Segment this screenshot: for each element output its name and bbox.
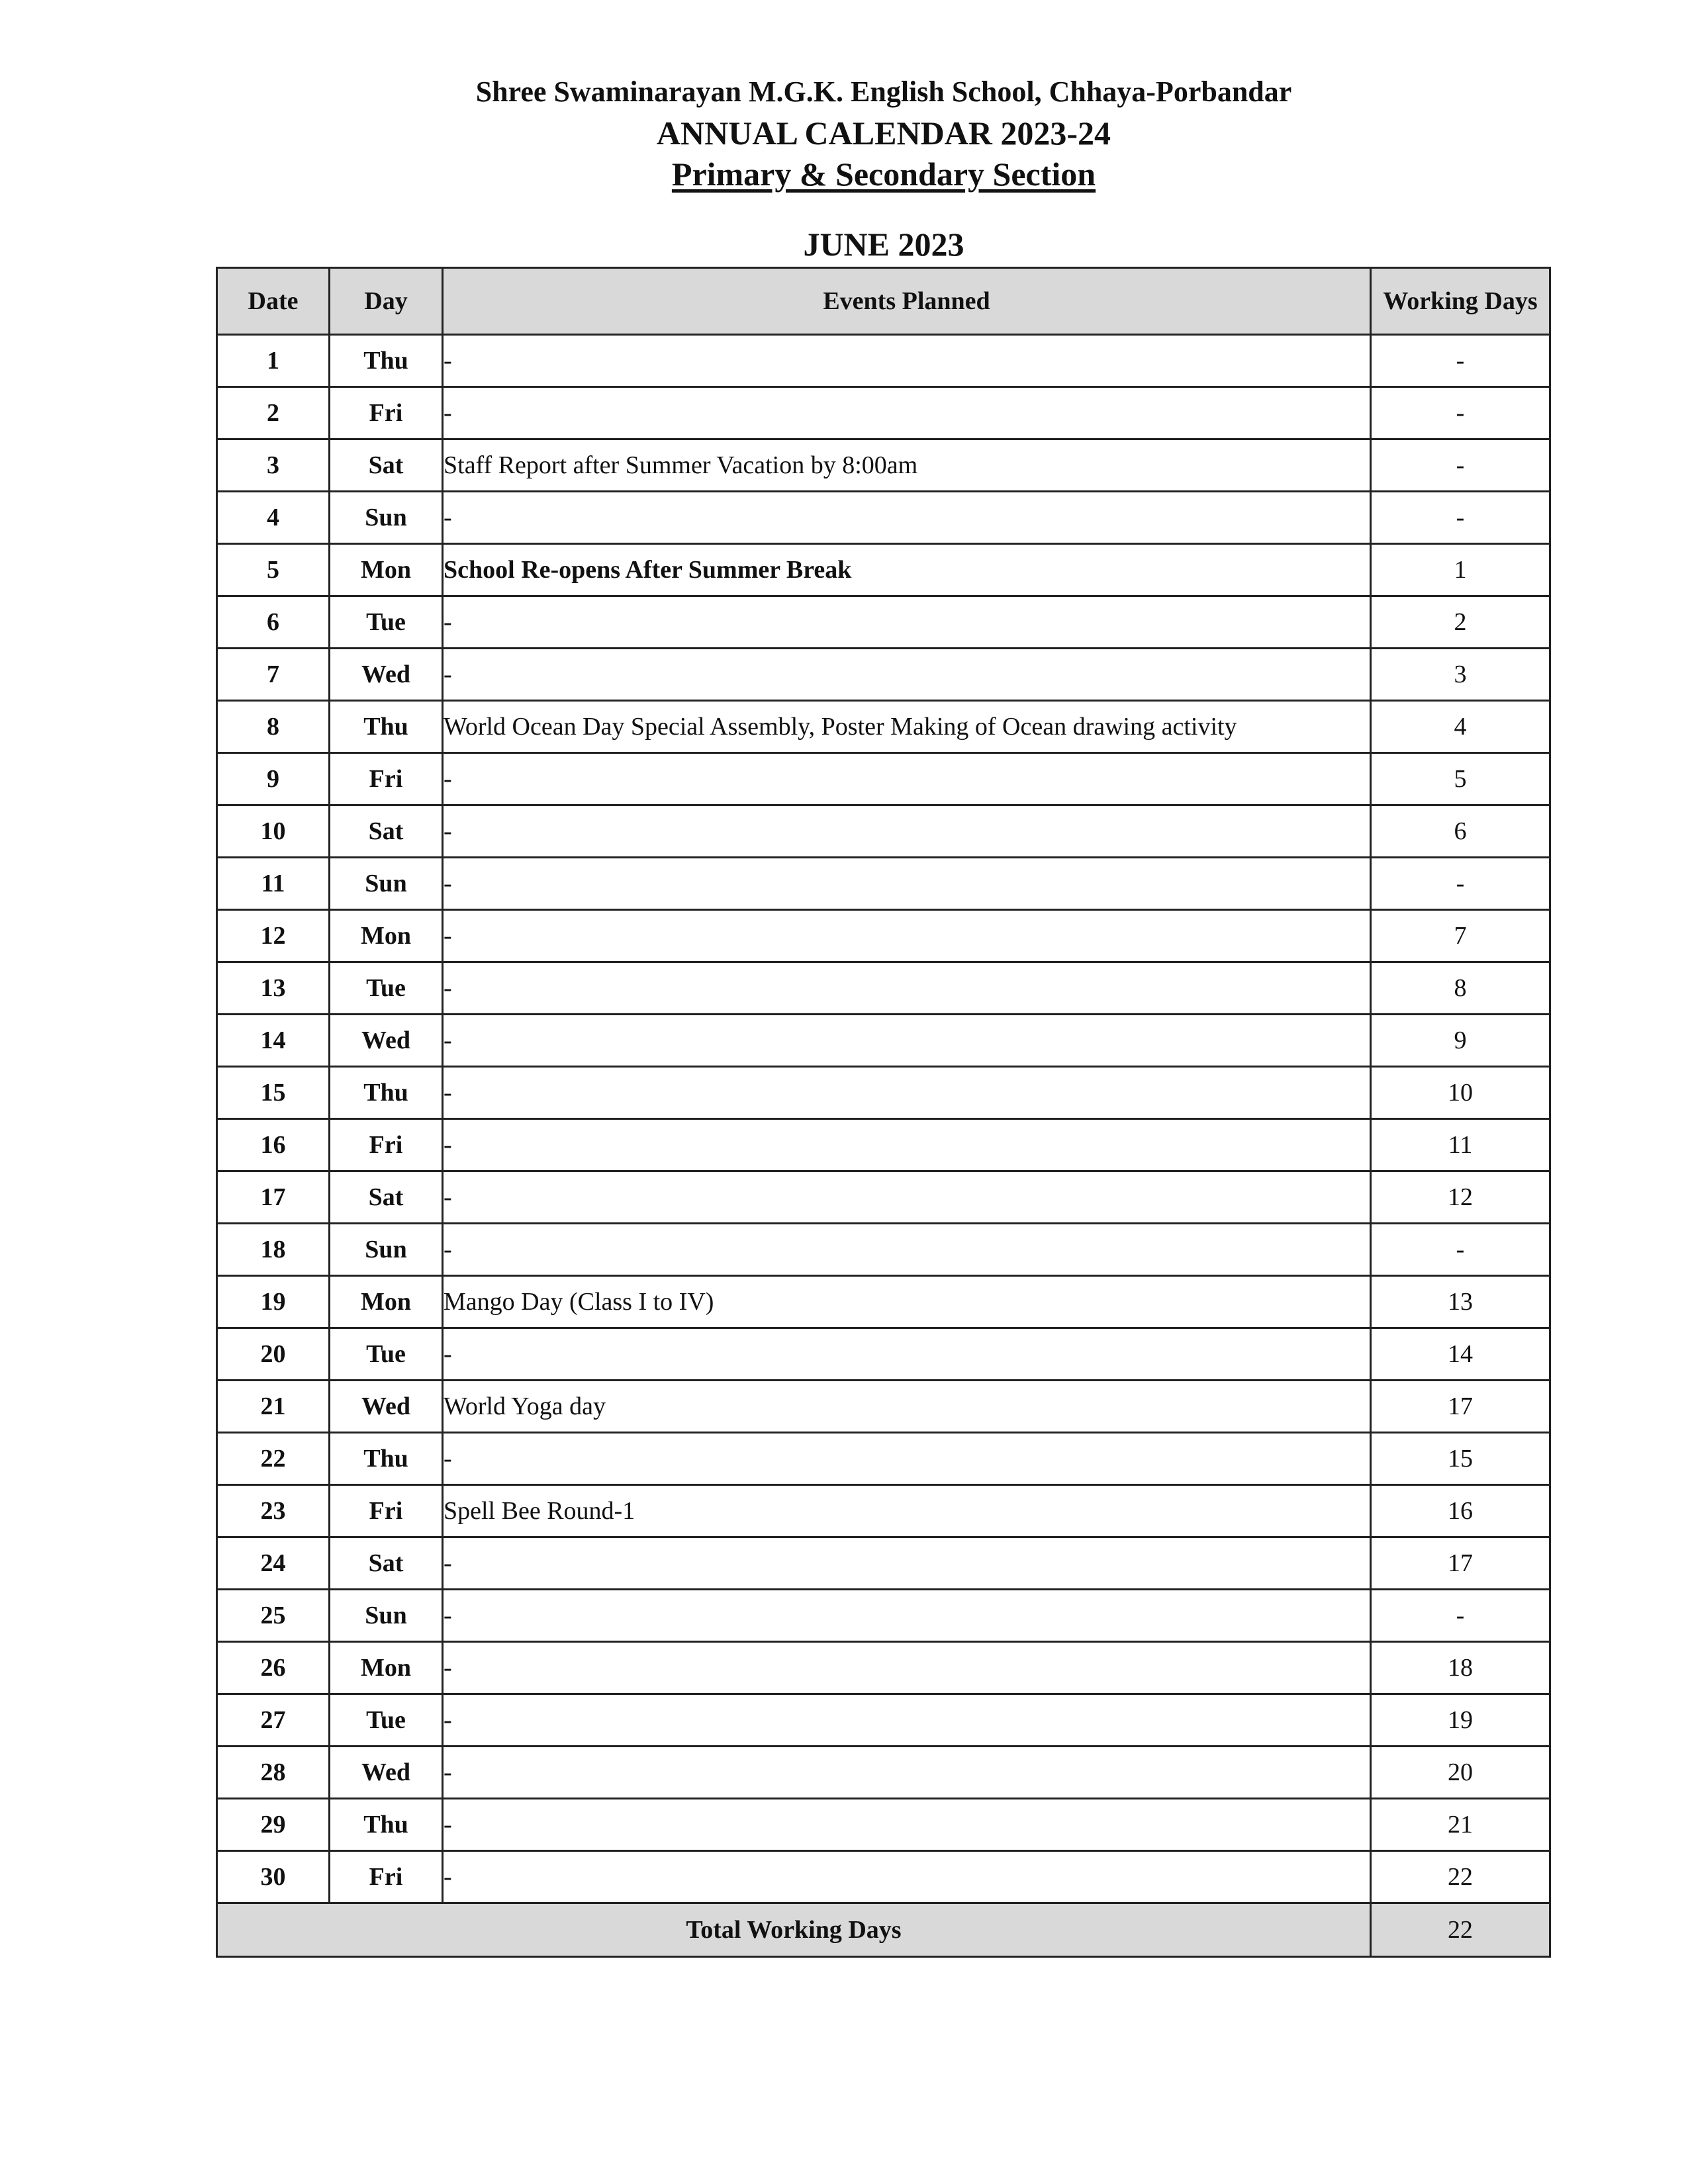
event-cell: Staff Report after Summer Vacation by 8:00am [443,439,1371,492]
date-cell: 2 [217,387,330,439]
day-cell: Wed [330,1015,443,1067]
date-cell: 24 [217,1537,330,1590]
day-cell: Thu [330,701,443,753]
day-cell: Sat [330,1171,443,1224]
date-cell: 7 [217,649,330,701]
event-cell: - [443,1119,1371,1171]
date-cell: 8 [217,701,330,753]
working-days-cell: 16 [1371,1485,1550,1537]
date-cell: 23 [217,1485,330,1537]
working-days-cell: 1 [1371,544,1550,596]
table-row [217,701,1550,753]
table-row [217,1119,1550,1171]
table-row [217,1433,1550,1485]
working-days-cell: 14 [1371,1328,1550,1381]
table-row [217,962,1550,1015]
working-days-cell: - [1371,858,1550,910]
document-header [0,71,1688,265]
working-days-cell: - [1371,387,1550,439]
event-cell: - [443,858,1371,910]
day-cell: Fri [330,1851,443,1903]
date-cell: 16 [217,1119,330,1171]
working-days-cell: 4 [1371,701,1550,753]
event-cell: - [443,1537,1371,1590]
day-cell: Fri [330,1119,443,1171]
table-row [217,910,1550,962]
date-cell: 4 [217,492,330,544]
event-cell: School Re-opens After Summer Break [443,544,1371,596]
event-cell: - [443,753,1371,805]
working-days-cell: - [1371,492,1550,544]
event-cell: - [443,1328,1371,1381]
working-days-cell: 12 [1371,1171,1550,1224]
date-cell: 9 [217,753,330,805]
working-days-cell: 21 [1371,1799,1550,1851]
working-days-cell: 6 [1371,805,1550,858]
day-cell: Thu [330,335,443,387]
event-cell: - [443,492,1371,544]
event-cell: - [443,1067,1371,1119]
date-cell: 5 [217,544,330,596]
date-cell: 17 [217,1171,330,1224]
event-cell: - [443,1590,1371,1642]
table-row [217,1642,1550,1694]
table-row [217,1799,1550,1851]
date-cell: 1 [217,335,330,387]
table-row [217,1694,1550,1747]
table-row [217,1171,1550,1224]
day-cell: Wed [330,1381,443,1433]
table-row [217,387,1550,439]
event-cell: - [443,387,1371,439]
date-cell: 12 [217,910,330,962]
column-header-events: Events Planned [443,268,1371,335]
day-cell: Sat [330,805,443,858]
table-row [217,1747,1550,1799]
date-cell: 20 [217,1328,330,1381]
calendar-table-body [217,335,1550,1903]
day-cell: Sat [330,1537,443,1590]
date-cell: 22 [217,1433,330,1485]
working-days-cell: 17 [1371,1381,1550,1433]
event-cell: - [443,1799,1371,1851]
table-row [217,544,1550,596]
working-days-cell: 18 [1371,1642,1550,1694]
table-row [217,1328,1550,1381]
working-days-cell: 5 [1371,753,1550,805]
date-cell: 6 [217,596,330,649]
day-cell: Tue [330,1694,443,1747]
working-days-cell: 13 [1371,1276,1550,1328]
event-cell: - [443,910,1371,962]
table-row [217,1537,1550,1590]
date-cell: 25 [217,1590,330,1642]
table-header-row [217,268,1550,335]
event-cell: - [443,1224,1371,1276]
working-days-cell: 20 [1371,1747,1550,1799]
day-cell: Sun [330,1224,443,1276]
date-cell: 19 [217,1276,330,1328]
event-cell: Mango Day (Class I to IV) [443,1276,1371,1328]
column-header-day: Day [330,268,443,335]
date-cell: 18 [217,1224,330,1276]
date-cell: 29 [217,1799,330,1851]
table-row [217,1224,1550,1276]
event-cell: - [443,962,1371,1015]
date-cell: 13 [217,962,330,1015]
day-cell: Sun [330,858,443,910]
working-days-cell: - [1371,439,1550,492]
date-cell: 3 [217,439,330,492]
day-cell: Tue [330,1328,443,1381]
day-cell: Tue [330,596,443,649]
day-cell: Fri [330,387,443,439]
table-row [217,649,1550,701]
day-cell: Mon [330,910,443,962]
day-cell: Tue [330,962,443,1015]
day-cell: Sat [330,439,443,492]
day-cell: Mon [330,1642,443,1694]
day-cell: Sun [330,1590,443,1642]
calendar-title: ANNUAL CALENDAR 2023-24 [656,114,1111,152]
day-cell: Fri [330,1485,443,1537]
working-days-cell: 10 [1371,1067,1550,1119]
working-days-cell: 11 [1371,1119,1550,1171]
total-row [217,1903,1550,1957]
table-row [217,335,1550,387]
working-days-cell: 3 [1371,649,1550,701]
day-cell: Wed [330,1747,443,1799]
day-cell: Sun [330,492,443,544]
total-label: Total Working Days [217,1903,1371,1957]
table-row [217,1590,1550,1642]
working-days-cell: - [1371,1590,1550,1642]
day-cell: Thu [330,1433,443,1485]
column-header-working-days: Working Days [1371,268,1550,335]
event-cell: - [443,1747,1371,1799]
event-cell: World Ocean Day Special Assembly, Poster Making of Ocean drawing activity [443,701,1371,753]
table-row [217,805,1550,858]
table-row [217,492,1550,544]
date-cell: 15 [217,1067,330,1119]
table-row [217,858,1550,910]
table-row [217,596,1550,649]
event-cell: - [443,1015,1371,1067]
table-row [217,1851,1550,1903]
date-cell: 10 [217,805,330,858]
day-cell: Fri [330,753,443,805]
column-header-date: Date [217,268,330,335]
working-days-cell: 8 [1371,962,1550,1015]
event-cell: Spell Bee Round-1 [443,1485,1371,1537]
table-row [217,1067,1550,1119]
working-days-cell: 19 [1371,1694,1550,1747]
event-cell: World Yoga day [443,1381,1371,1433]
working-days-cell: 15 [1371,1433,1550,1485]
table-row [217,1276,1550,1328]
working-days-cell: 17 [1371,1537,1550,1590]
date-cell: 27 [217,1694,330,1747]
total-value: 22 [1371,1903,1550,1957]
working-days-cell: 2 [1371,596,1550,649]
month-title: JUNE 2023 [803,226,964,263]
date-cell: 30 [217,1851,330,1903]
event-cell: - [443,805,1371,858]
event-cell: - [443,649,1371,701]
event-cell: - [443,1851,1371,1903]
event-cell: - [443,1642,1371,1694]
event-cell: - [443,1433,1371,1485]
day-cell: Mon [330,1276,443,1328]
working-days-cell: - [1371,1224,1550,1276]
working-days-cell: 22 [1371,1851,1550,1903]
table-row [217,753,1550,805]
day-cell: Thu [330,1799,443,1851]
event-cell: - [443,596,1371,649]
date-cell: 26 [217,1642,330,1694]
working-days-cell: 7 [1371,910,1550,962]
date-cell: 11 [217,858,330,910]
table-row [217,439,1550,492]
day-cell: Wed [330,649,443,701]
table-row [217,1015,1550,1067]
day-cell: Mon [330,544,443,596]
working-days-cell: 9 [1371,1015,1550,1067]
date-cell: 28 [217,1747,330,1799]
section-title: Primary & Secondary Section [671,156,1096,193]
calendar-table [216,267,1551,1958]
day-cell: Thu [330,1067,443,1119]
event-cell: - [443,335,1371,387]
table-row [217,1381,1550,1433]
event-cell: - [443,1694,1371,1747]
date-cell: 14 [217,1015,330,1067]
event-cell: - [443,1171,1371,1224]
working-days-cell: - [1371,335,1550,387]
school-name: Shree Swaminarayan M.G.K. English School, Chhaya-Porbandar [475,75,1292,108]
date-cell: 21 [217,1381,330,1433]
table-row [217,1485,1550,1537]
